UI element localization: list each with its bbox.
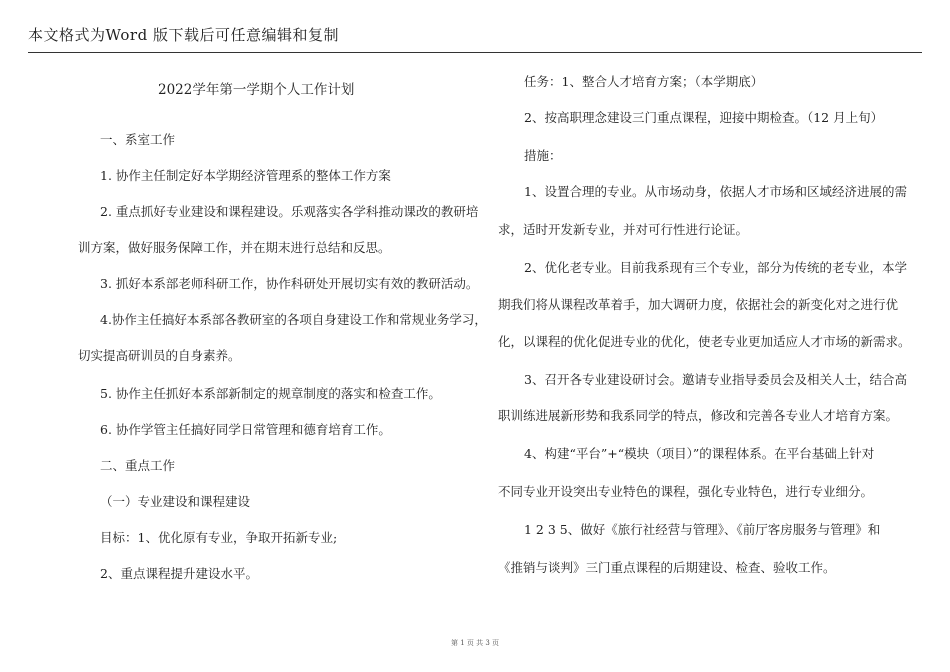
- paragraph-line: 1. 协作主任制定好本学期经济管理系的整体工作方案: [100, 168, 391, 183]
- paragraph-line: 职训练进展新形势和我系同学的特点，修改和完善各专业人才培育方案。: [498, 408, 899, 423]
- header-banner: 本文格式为Word 版下载后可任意编辑和复制: [28, 26, 339, 44]
- paragraph-line: 训方案，做好服务保障工作，并在期末进行总结和反思。: [78, 240, 391, 255]
- paragraph-line: 2. 重点抓好专业建设和课程建设。乐观落实各学科推动课改的教研培: [100, 204, 479, 219]
- header-rule: [28, 52, 922, 53]
- paragraph-line: 期我们将从课程改革着手，加大调研力度，依据社会的新变化对之进行优: [498, 297, 899, 312]
- paragraph-line: 1 2 3 5、做好《旅行社经营与管理》、《前厅客房服务与管理》和: [524, 522, 881, 537]
- paragraph-line: 2、优化老专业。目前我系现有三个专业，部分为传统的老专业，本学: [524, 260, 907, 275]
- paragraph-line: 措施：: [524, 148, 562, 163]
- paragraph-line: 不同专业开设突出专业特色的课程，强化专业特色，进行专业细分。: [498, 484, 874, 499]
- paragraph-line: 求，适时开发新专业，并对可行性进行论证。: [498, 222, 749, 237]
- paragraph-line: 2、重点课程提升建设水平。: [100, 566, 258, 581]
- paragraph-line: 6. 协作学管主任搞好同学日常管理和德育培育工作。: [100, 422, 391, 437]
- document-title: 2022学年第一学期个人工作计划: [158, 82, 355, 98]
- paragraph-line: 《推销与谈判》三门重点课程的后期建设、检查、验收工作。: [498, 560, 836, 575]
- paragraph-line: 4.协作主任搞好本系部各教研室的各项自身建设工作和常规业务学习，: [100, 312, 487, 327]
- paragraph-line: 一、系室工作: [100, 132, 176, 147]
- paragraph-line: 目标：1、优化原有专业，争取开拓新专业;: [100, 530, 338, 545]
- paragraph-line: （一）专业建设和课程建设: [100, 494, 251, 509]
- paragraph-line: 5. 协作主任抓好本系部新制定的规章制度的落实和检查工作。: [100, 386, 441, 401]
- paragraph-line: 二、重点工作: [100, 458, 176, 473]
- paragraph-line: 任务：1、整合人才培育方案；（本学期底）: [524, 74, 764, 89]
- paragraph-line: 4、构建“平台”+“模块（项目）”的课程体系。在平台基础上针对: [524, 446, 875, 461]
- paragraph-line: 切实提高研训员的自身素养。: [78, 348, 241, 363]
- page-footer: 第 1 页 共 3 页: [450, 639, 500, 647]
- paragraph-line: 化，以课程的优化促进专业的优化，使老专业更加适应人才市场的新需求。: [498, 334, 911, 349]
- paragraph-line: 2、按高职理念建设三门重点课程，迎接中期检查。（12 月上旬）: [524, 110, 884, 125]
- paragraph-line: 3. 抓好本系部老师科研工作，协作科研处开展切实有效的教研活动。: [100, 276, 479, 291]
- paragraph-line: 1、设置合理的专业。从市场动身，依据人才市场和区域经济进展的需: [524, 184, 907, 199]
- paragraph-line: 3、召开各专业建设研讨会。邀请专业指导委员会及相关人士，结合高: [524, 372, 907, 387]
